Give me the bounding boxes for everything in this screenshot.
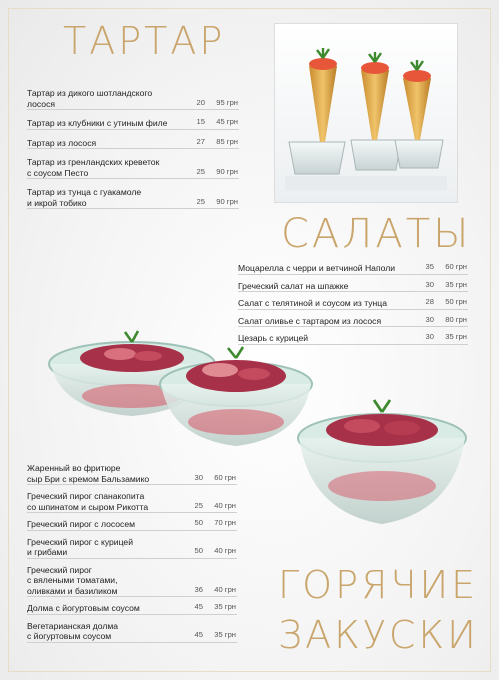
item-name-line: Вегетарианская долма — [27, 620, 119, 631]
item-name-line: и икрой тобико — [27, 197, 87, 208]
item-weight: 50 — [194, 546, 203, 555]
item-weight: 36 — [194, 584, 203, 594]
item-price: 70 грн — [214, 518, 236, 527]
item-name: Греческий салат на шпажке — [238, 280, 349, 291]
item-weight: 25 — [194, 500, 203, 510]
item-price: 35 грн — [445, 279, 467, 289]
item-price: 35 грн — [214, 630, 236, 639]
item-weight: 45 — [194, 630, 203, 639]
item-name: Салат оливье с тартаром из лосося — [238, 315, 382, 326]
item-name-line: с вялеными томатами, — [27, 575, 118, 585]
item-name-line: Греческий пирог с курицей — [27, 536, 134, 547]
item-weight: 25 — [196, 166, 205, 176]
item-name-line: лосося — [27, 98, 56, 109]
section-title-hot-line1: ГОРЯЧИЕ — [278, 563, 479, 607]
menu-item — [27, 537, 237, 559]
item-name-line: Тартар из клубники с утиным филе — [27, 118, 168, 128]
menu-item — [27, 519, 237, 531]
item-name: Цезарь с курицей — [238, 333, 309, 343]
item-price: 45 грн — [216, 117, 238, 126]
item-price: 85 грн — [216, 136, 238, 146]
item-name-line: Тартар из лосося — [27, 137, 97, 148]
section-title-salads: САЛАТЫ — [281, 211, 472, 257]
item-price: 40 грн — [214, 546, 236, 555]
menu-item — [238, 262, 468, 275]
item-name-line: со шпинатом и сыром Рикотта — [27, 501, 149, 512]
item-name-line: оливками и базиликом — [27, 585, 118, 596]
item-name-line: Тартар из гренландских креветок — [27, 157, 160, 167]
item-name-line: Долма с йогуртовым соусом — [27, 603, 140, 613]
menu-item — [27, 157, 239, 179]
item-price: 95 грн — [216, 97, 238, 107]
menu-item — [238, 281, 468, 293]
item-price: 35 грн — [445, 332, 467, 341]
section-title-tartar: ТАРТАР — [63, 19, 226, 63]
item-weight: 28 — [425, 297, 434, 306]
item-weight: 30 — [425, 279, 434, 289]
item-name-line: Греческий пирог с лососем — [27, 519, 136, 529]
menu-item — [27, 187, 239, 209]
item-name-line: сыр Бри с кремом Бальзамико — [27, 473, 150, 484]
item-price: 90 грн — [216, 166, 238, 176]
hot-snacks-menu-list — [27, 463, 237, 643]
item-name-line: Тартар из тунца с гуакамоле — [27, 187, 142, 197]
item-name: Моцарелла с черри и ветчиной Наполи — [238, 263, 396, 273]
item-price: 80 грн — [445, 314, 467, 324]
item-weight: 30 — [425, 332, 434, 341]
menu-item — [27, 603, 237, 615]
item-price: 50 грн — [445, 297, 467, 306]
item-price: 60 грн — [214, 472, 236, 482]
item-weight: 50 — [194, 518, 203, 527]
section-title-hot-line2: ЗАКУСКИ — [278, 613, 479, 657]
menu-item — [27, 88, 239, 110]
item-name-line: и грибами — [27, 547, 68, 557]
menu-item — [27, 463, 237, 485]
menu-item — [27, 138, 239, 150]
item-name-line: с соусом Песто — [27, 167, 89, 178]
menu-item — [27, 565, 237, 598]
item-weight: 27 — [196, 136, 205, 146]
item-price: 35 грн — [214, 602, 236, 611]
item-name-line: Тартар из дикого шотландского — [27, 88, 153, 98]
menu-item — [27, 621, 237, 643]
tartar-cones-illustration — [275, 24, 457, 202]
item-weight: 25 — [196, 196, 205, 206]
item-weight: 45 — [194, 602, 203, 611]
item-name-line: Греческий пирог — [27, 564, 92, 575]
item-weight: 15 — [196, 117, 205, 126]
item-price: 60 грн — [445, 262, 467, 271]
menu-item — [27, 118, 239, 130]
menu-item — [27, 491, 237, 513]
item-price: 40 грн — [214, 500, 236, 510]
item-name-line: с йогуртовым соусом — [27, 631, 112, 641]
item-name-line: Греческий пирог спанакопита — [27, 491, 145, 501]
item-name: Салат с телятиной и соусом из тунца — [238, 298, 387, 308]
item-weight: 30 — [425, 314, 434, 324]
tartar-cones-photo — [274, 23, 458, 203]
tartar-menu-list — [27, 88, 239, 209]
item-weight: 30 — [194, 472, 203, 482]
item-price: 40 грн — [214, 584, 236, 594]
item-price: 90 грн — [216, 196, 238, 206]
item-name-line: Жаренный во фритюре — [27, 463, 121, 473]
item-weight: 35 — [425, 262, 434, 271]
item-weight: 20 — [196, 97, 205, 107]
